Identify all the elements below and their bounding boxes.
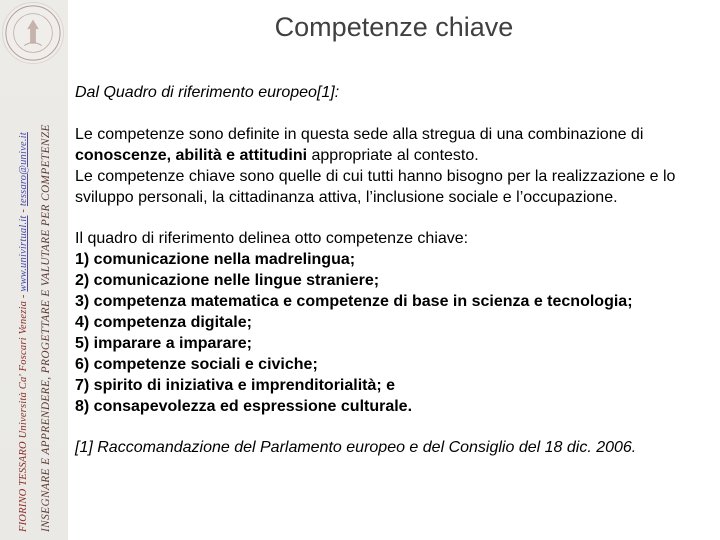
sidebar-band (0, 0, 68, 540)
seal-emblem-icon (3, 3, 63, 63)
list-item: 8) consapevolezza ed espressione culturale. (75, 398, 413, 415)
author-separator: - (18, 206, 29, 216)
intro-line: Dal Quadro di riferimento europeo[1]: (75, 84, 340, 101)
definition-bold-terms: conoscenze, abilità e attitudini (75, 147, 308, 164)
list-item: 1) comunicazione nella madrelingua; (75, 251, 356, 268)
university-seal (2, 2, 64, 64)
list-item: 4) competenza digitale; (75, 314, 252, 331)
author-site-link[interactable]: www.univirtual.it (18, 215, 29, 292)
definition-paragraph (75, 124, 715, 208)
definition-line-1 (75, 124, 715, 166)
author-credit (18, 132, 29, 532)
slide-content (75, 82, 715, 474)
author-email-link[interactable]: tessaro@unive.it (18, 132, 29, 207)
list-item: 3) competenza matematica e competenze di base in scienza e tecnologia; (75, 293, 633, 310)
definition-text-pre: Le competenze sono definite in questa sede alla stregua di una combinazione di (75, 126, 644, 143)
author-credit-text: FIORINO TESSARO Università Ca' Foscari Venezia - (18, 291, 29, 532)
footnote: [1] Raccomandazione del Parlamento europeo e del Consiglio del 18 dic. 2006. (75, 439, 637, 456)
framework-intro: Il quadro di riferimento delinea otto competenze chiave: (75, 230, 469, 247)
framework-section (75, 228, 715, 417)
list-item: 2) comunicazione nelle lingue straniere; (75, 272, 380, 289)
list-item: 6) competenze sociali e civiche; (75, 356, 318, 373)
definition-line-2: Le competenze chiave sono quelle di cui tutti hanno bisogno per la realizzazione e lo sviluppo personali, la cittadinanza attiva, l’inclusione sociale e l’occupazione. (75, 168, 676, 206)
competence-list (75, 249, 715, 417)
slide-title: Competenze chiave (274, 12, 514, 42)
definition-text-post: appropriate al contesto. (307, 147, 479, 164)
list-item: 7) spirito di iniziativa e imprenditorialità; e (75, 377, 396, 394)
list-item: 5) imparare a imparare; (75, 335, 252, 352)
course-title: INSEGNARE E APPRENDERE, PROGETTARE E VALUTARE PER COMPETENZE (40, 124, 52, 532)
